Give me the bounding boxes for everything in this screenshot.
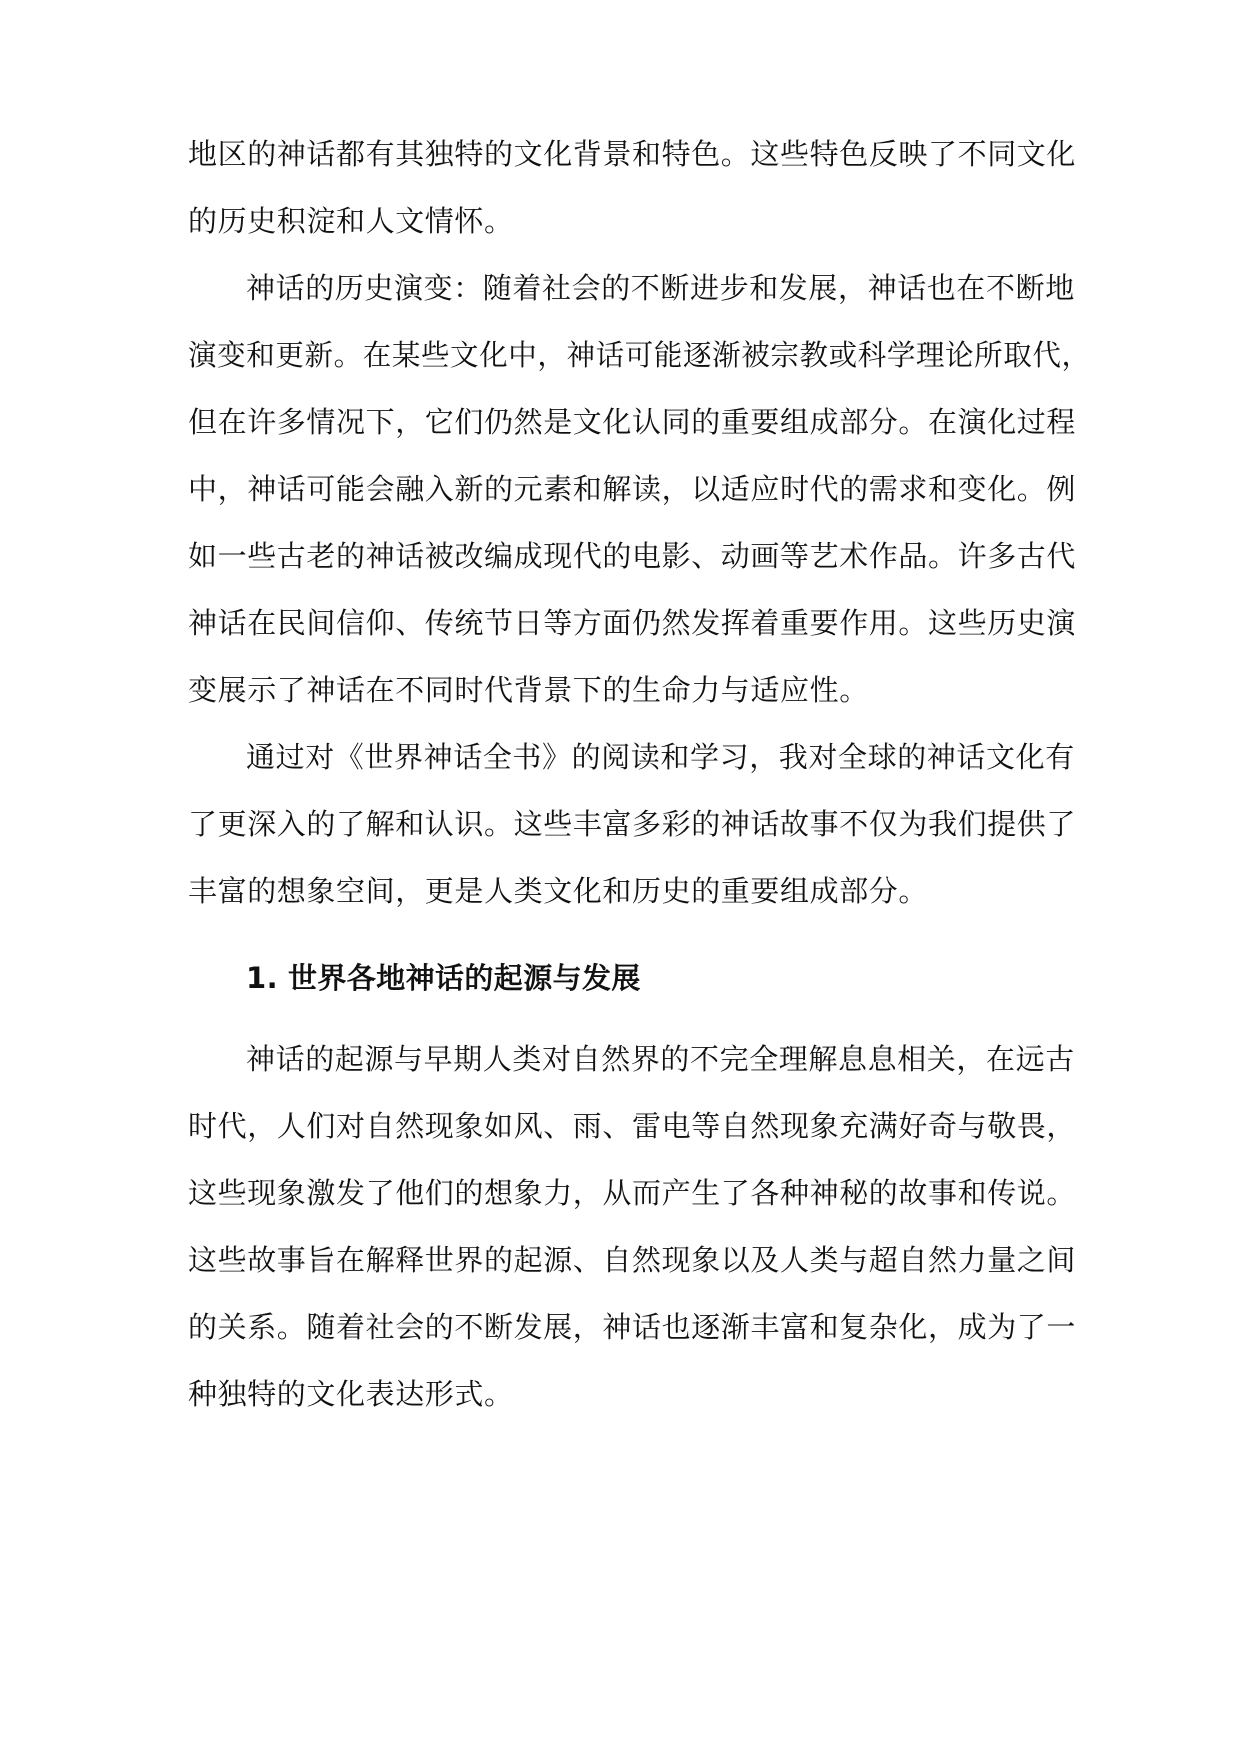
paragraph-2-line-7: 变展示了神话在不同时代背景下的生命力与适应性。 [188,673,869,707]
paragraph-1-line-2: 的历史积淀和人文情怀。 [188,204,514,238]
paragraph-2-line-5: 如一些古老的神话被改编成现代的电影、动画等艺术作品。许多古代 [188,539,1077,573]
paragraph-2-line-1: 神话的历史演变：随着社会的不断进步和发展，神话也在不断地 [246,271,1075,305]
paragraph-3-line-1: 通过对《世界神话全书》的阅读和学习，我对全球的神话文化有 [246,740,1075,774]
paragraph-4-line-2: 时代，人们对自然现象如风、雨、雷电等自然现象充满好奇与敬畏， [188,1109,1077,1143]
paragraph-4-line-1: 神话的起源与早期人类对自然界的不完全理解息息相关，在远古 [246,1042,1075,1076]
section-heading-number: 1. [246,961,278,995]
section-heading [246,958,641,998]
paragraph-4-line-6: 种独特的文化表达形式。 [188,1377,514,1411]
paragraph-2-line-6: 神话在民间信仰、传统节日等方面仍然发挥着重要作用。这些历史演 [188,606,1077,640]
paragraph-3-line-2: 了更深入的了解和认识。这些丰富多彩的神话故事不仅为我们提供了 [188,807,1077,841]
paragraph-4-line-4: 这些故事旨在解释世界的起源、自然现象以及人类与超自然力量之间 [188,1243,1077,1277]
paragraph-2-line-4: 中，神话可能会融入新的元素和解读，以适应时代的需求和变化。例 [188,472,1077,506]
section-heading-title: 世界各地神话的起源与发展 [288,961,641,995]
paragraph-3-line-3: 丰富的想象空间，更是人类文化和历史的重要组成部分。 [188,874,929,908]
paragraph-2-line-3: 但在许多情况下，它们仍然是文化认同的重要组成部分。在演化过程 [188,405,1077,439]
paragraph-1-line-1: 地区的神话都有其独特的文化背景和特色。这些特色反映了不同文化 [188,137,1077,171]
paragraph-4-line-3: 这些现象激发了他们的想象力，从而产生了各种神秘的故事和传说。 [188,1176,1077,1210]
paragraph-4-line-5: 的关系。随着社会的不断发展，神话也逐渐丰富和复杂化，成为了一 [188,1310,1077,1344]
paragraph-2-line-2: 演变和更新。在某些文化中，神话可能逐渐被宗教或科学理论所取代， [188,338,1091,372]
